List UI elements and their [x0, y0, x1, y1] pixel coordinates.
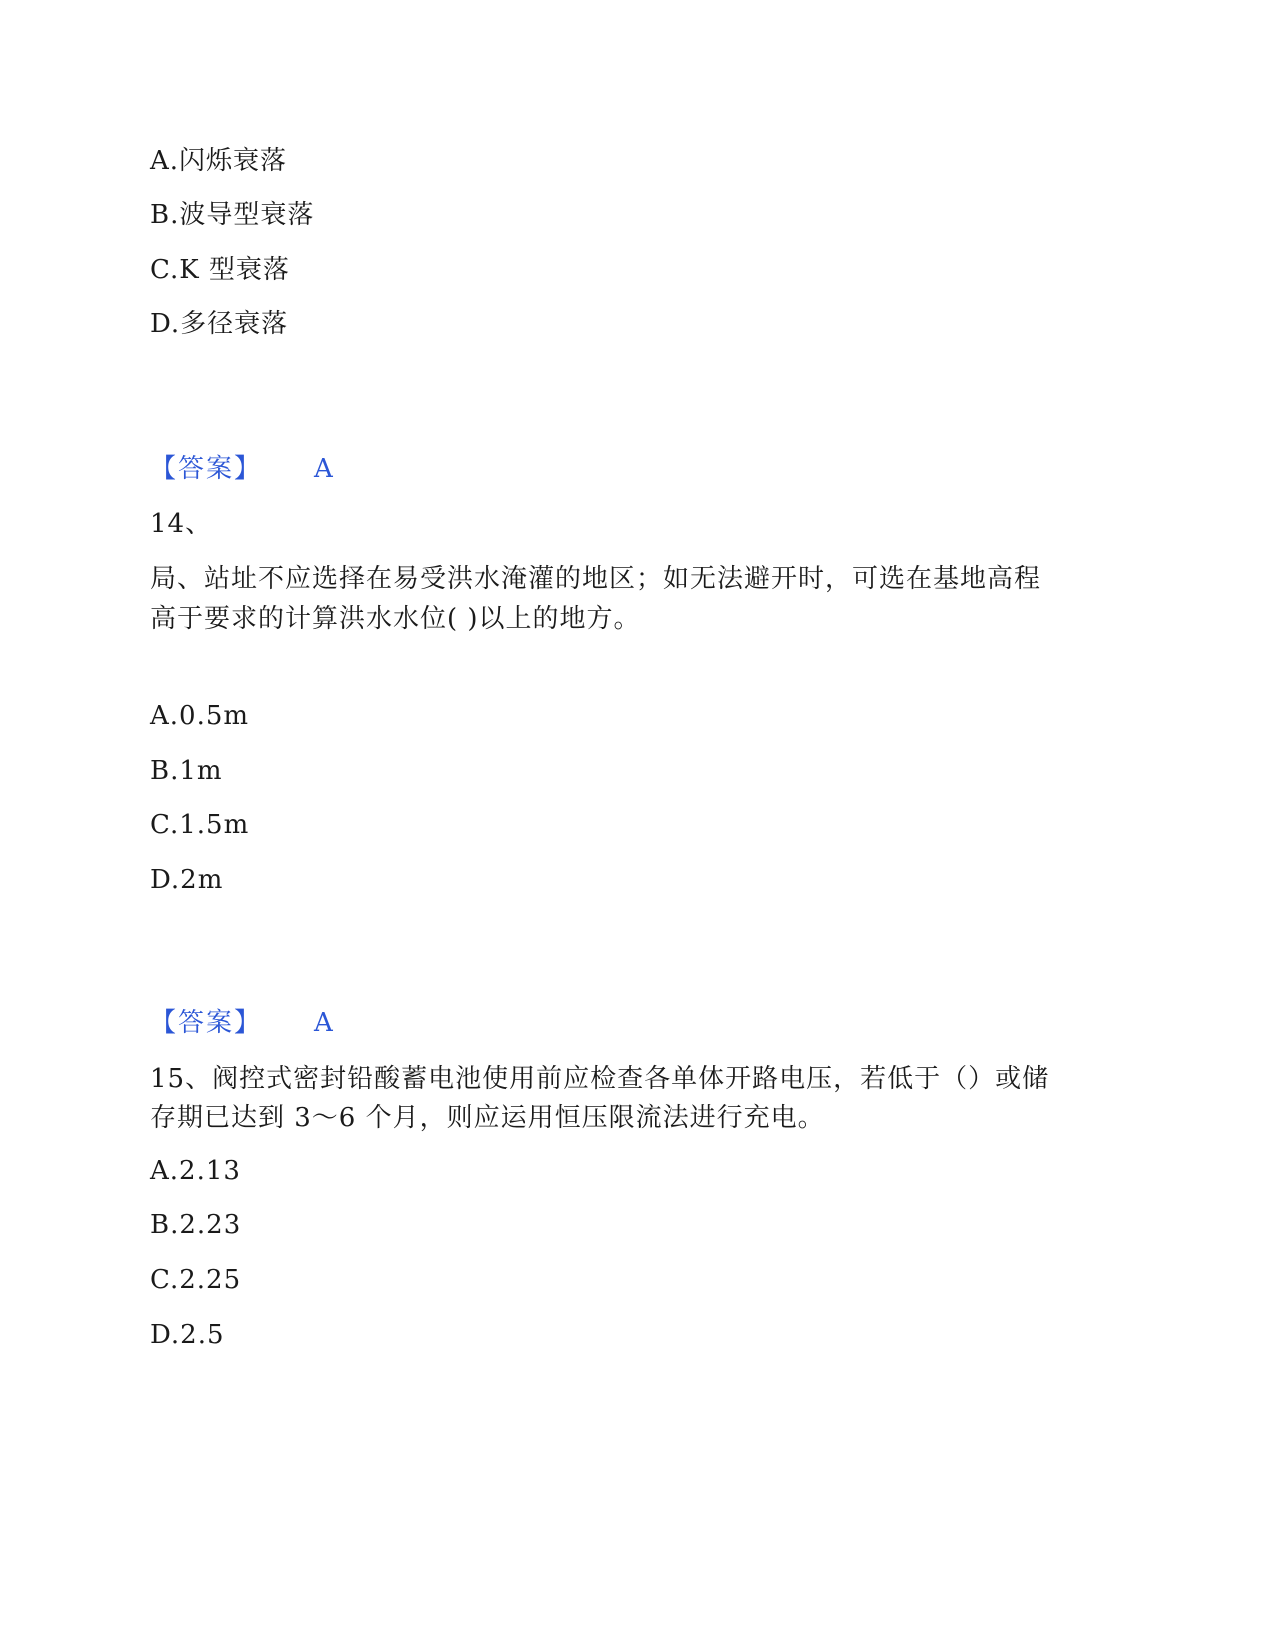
q13-option-d: D.多径衰落	[150, 309, 289, 339]
q14-number: 14、	[150, 509, 213, 539]
answer-value: A	[314, 454, 333, 484]
q14-option-b: B.1m	[150, 756, 223, 786]
q14-answer	[150, 1006, 333, 1040]
answer-label: 【答案】	[150, 454, 263, 484]
q14-option-d: D.2m	[150, 865, 224, 895]
q13-option-b: B.波导型衰落	[150, 200, 315, 230]
q15-stem-line-1: 15、阀控式密封铅酸蓄电池使用前应检查各单体开路电压，若低于（）或储	[150, 1064, 1050, 1094]
answer-value: A	[314, 1008, 333, 1038]
q14-option-c: C.1.5m	[150, 810, 250, 840]
q15-option-b: B.2.23	[150, 1210, 242, 1240]
q13-option-c: C.K 型衰落	[150, 255, 290, 285]
q13-answer	[150, 452, 333, 486]
q14-stem-line-1: 局、站址不应选择在易受洪水淹灌的地区；如无法避开时，可选在基地高程	[150, 564, 1042, 594]
q15-stem-line-2: 存期已达到 3～6 个月，则应运用恒压限流法进行充电。	[150, 1103, 825, 1133]
q15-option-a: A.2.13	[150, 1156, 241, 1186]
q13-option-a: A.闪烁衰落	[150, 146, 288, 176]
q14-stem-line-2: 高于要求的计算洪水水位( )以上的地方。	[150, 604, 641, 634]
answer-label: 【答案】	[150, 1008, 263, 1038]
q14-option-a: A.0.5m	[150, 701, 250, 731]
q15-option-d: D.2.5	[150, 1320, 225, 1350]
q15-option-c: C.2.25	[150, 1265, 242, 1295]
